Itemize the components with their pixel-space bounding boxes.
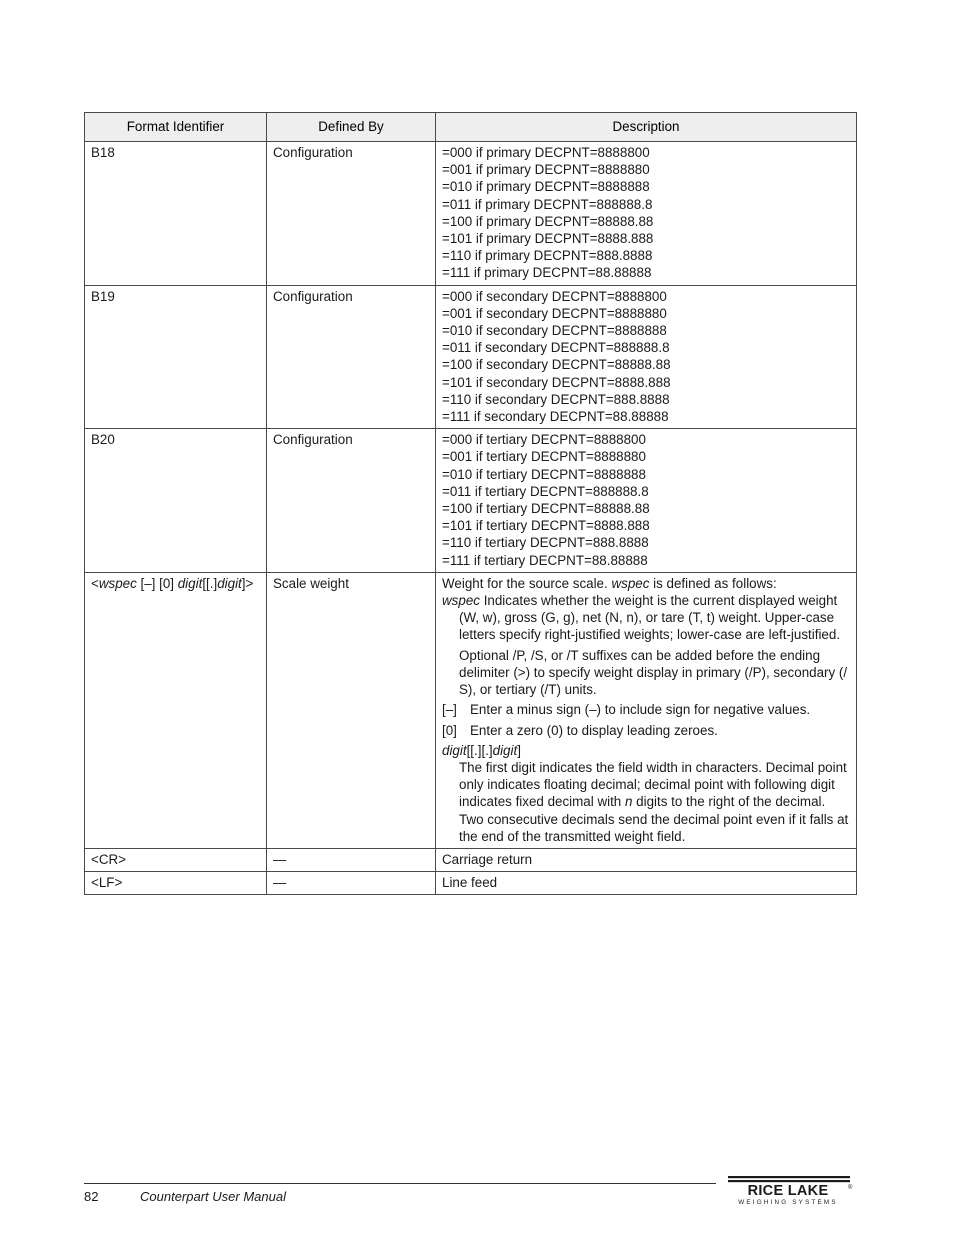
optional-suffix-text: delimiter (>) to specify weight display in primary (/P), secondary (/ (459, 664, 848, 680)
digit-label: digit (492, 742, 518, 758)
header-description: Description (436, 113, 857, 142)
id-close: ]> (241, 575, 254, 591)
wspec-intro (442, 575, 850, 592)
description-line: =111 if tertiary DECPNT=88.88888 (442, 552, 648, 568)
digit-text: The first digit indicates the field width in characters. Decimal point (459, 759, 847, 775)
manual-title: Counterpart User Manual (140, 1189, 286, 1204)
description-line: =100 if tertiary DECPNT=88888.88 (442, 501, 650, 517)
id-bracket: [[.] (202, 575, 218, 591)
description-cell (436, 285, 857, 429)
description-cell (436, 572, 857, 848)
digit-text: the end of the transmitted weight field. (459, 828, 686, 844)
intro-text: Weight for the source scale. (442, 575, 612, 591)
digit-n: n (624, 794, 633, 810)
wspec-text: Indicates whether the weight is the current displayed weight (479, 593, 838, 609)
description-cell: Carriage return (436, 848, 857, 871)
digit-bracket: [[.][.] (466, 742, 493, 758)
logo-stripes (728, 1176, 850, 1182)
identifier-cell (85, 572, 267, 848)
footer-divider (84, 1183, 716, 1184)
defined-by-cell: Configuration (267, 285, 436, 429)
id-wspec: wspec (98, 575, 137, 591)
table-row-wspec (85, 572, 857, 848)
identifier-cell: <CR> (85, 848, 267, 871)
format-identifier-table (84, 112, 857, 895)
table-row (85, 429, 857, 573)
description-line: =111 if secondary DECPNT=88.88888 (442, 409, 669, 425)
id-digit: digit (217, 575, 242, 591)
identifier-cell: B20 (85, 429, 267, 573)
description-line: =101 if tertiary DECPNT=8888.888 (442, 518, 650, 534)
digit-option-label (442, 742, 850, 759)
table-row (85, 848, 857, 871)
digit-text-part: digits to the right of the decimal. (632, 794, 826, 810)
zero-text: Enter a zero (0) to display leading zeroes. (470, 722, 718, 738)
table-row (85, 872, 857, 895)
description-line: =100 if primary DECPNT=88888.88 (442, 213, 654, 229)
id-digit: digit (177, 575, 203, 591)
logo-registered: ® (848, 1185, 853, 1191)
intro-text: is defined as follows: (649, 575, 777, 591)
wspec-definition (442, 592, 850, 609)
description-line: =000 if tertiary DECPNT=8888800 (442, 432, 646, 448)
description-line: =111 if primary DECPNT=88.88888 (442, 265, 652, 281)
description-line: =110 if tertiary DECPNT=888.8888 (442, 535, 649, 551)
defined-by-cell: Configuration (267, 142, 436, 286)
logo-wordmark: RICE LAKE (747, 1183, 829, 1199)
intro-wspec: wspec (611, 575, 650, 591)
wspec-text: (W, w), gross (G, g), net (N, n), or tare (T, t) weight. Upper-case (459, 610, 835, 626)
rice-lake-logo (724, 1174, 854, 1208)
id-mid: [–] [0] (136, 575, 178, 591)
description-line: =101 if primary DECPNT=8888.888 (442, 231, 654, 247)
digit-label: digit (442, 742, 467, 758)
description-line: =110 if secondary DECPNT=888.8888 (442, 391, 670, 407)
description-cell (436, 429, 857, 573)
defined-by-cell: — (267, 872, 436, 895)
id-open: < (91, 575, 99, 591)
description-line: =001 if tertiary DECPNT=8888880 (442, 449, 646, 465)
zero-option (442, 722, 850, 739)
digit-text: Two consecutive decimals send the decimal point even if it falls at (459, 811, 849, 827)
description-line: =000 if secondary DECPNT=8888800 (442, 288, 667, 304)
table-row (85, 142, 857, 286)
digit-bracket: ] (517, 742, 521, 758)
description-line: =101 if secondary DECPNT=8888.888 (442, 374, 671, 390)
header-format-identifier: Format Identifier (85, 113, 267, 142)
identifier-cell: B19 (85, 285, 267, 429)
table-row (85, 285, 857, 429)
identifier-cell: B18 (85, 142, 267, 286)
description-line: =001 if primary DECPNT=8888880 (442, 162, 650, 178)
wspec-text: letters specify right-justified weights; lower-case are left-justified. (459, 627, 841, 643)
minus-bracket: [–] (442, 702, 457, 718)
defined-by-cell: Scale weight (267, 572, 436, 848)
table-header-row (85, 113, 857, 142)
description-line: =100 if secondary DECPNT=88888.88 (442, 357, 671, 373)
digit-text: only indicates floating decimal; decimal point with following digit (459, 777, 835, 793)
page-number: 82 (84, 1189, 99, 1204)
description-line: =001 if secondary DECPNT=8888880 (442, 305, 667, 321)
zero-bracket: [0] (442, 722, 457, 738)
description-line: =011 if primary DECPNT=888888.8 (442, 196, 653, 212)
description-line: =011 if tertiary DECPNT=888888.8 (442, 483, 649, 499)
minus-text: Enter a minus sign (–) to include sign for negative values. (470, 702, 811, 718)
defined-by-cell: — (267, 848, 436, 871)
wspec-label: wspec (442, 593, 480, 609)
description-cell (436, 142, 857, 286)
digit-text-part: indicates fixed decimal with (459, 794, 625, 810)
optional-suffix-text: Optional /P, /S, or /T suffixes can be added before the ending (459, 647, 821, 663)
description-line: =010 if tertiary DECPNT=8888888 (442, 466, 646, 482)
logo-subtitle: WEIGHING SYSTEMS (738, 1199, 838, 1206)
description-cell: Line feed (436, 872, 857, 895)
optional-suffix-text: S), or tertiary (/T) units. (459, 682, 597, 698)
identifier-cell: <LF> (85, 872, 267, 895)
defined-by-cell: Configuration (267, 429, 436, 573)
header-defined-by: Defined By (267, 113, 436, 142)
description-line: =000 if primary DECPNT=8888800 (442, 145, 650, 160)
description-line: =010 if primary DECPNT=8888888 (442, 179, 650, 195)
digit-text (442, 793, 850, 810)
description-line: =011 if secondary DECPNT=888888.8 (442, 340, 670, 356)
minus-option (442, 701, 850, 718)
description-line: =010 if secondary DECPNT=8888888 (442, 323, 667, 339)
description-line: =110 if primary DECPNT=888.8888 (442, 248, 653, 264)
